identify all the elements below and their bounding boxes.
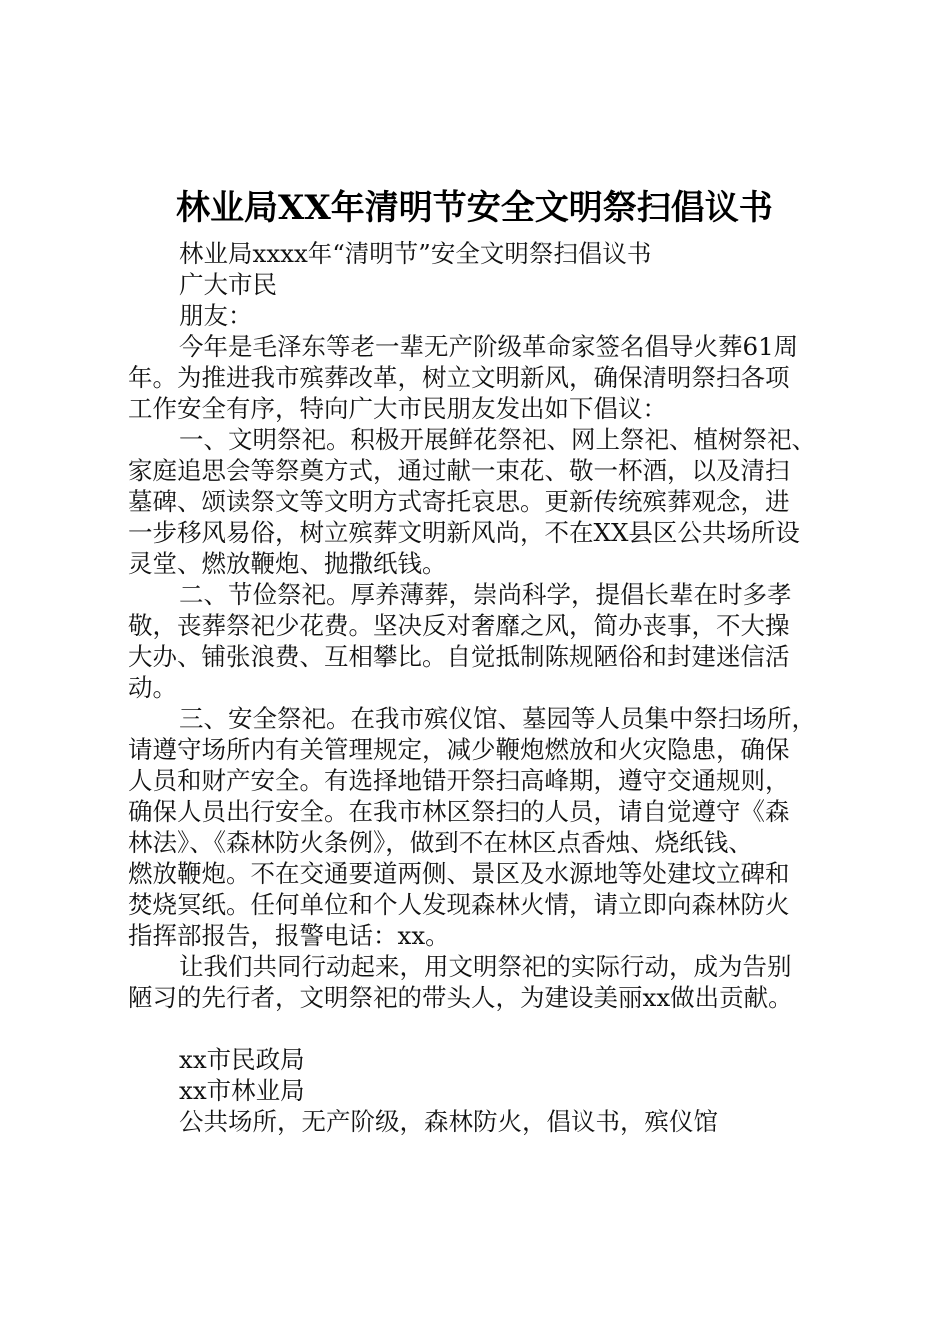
document-title: 林业局XX年清明节安全文明祭扫倡议书 bbox=[176, 188, 773, 228]
keywords-line: 公共场所，无产阶级，森林防火，倡议书，殡仪馆 bbox=[179, 1107, 718, 1136]
paragraph-line: 一、文明祭祀。积极开展鲜花祭祀、网上祭祀、植树祭祀、 bbox=[179, 425, 816, 454]
paragraph-line: 陋习的先行者，文明祭祀的带头人，为建设美丽xx做出贡献。 bbox=[128, 983, 793, 1012]
paragraph-line: 家庭追思会等祭奠方式，通过献一束花、敬一杯酒，以及清扫 bbox=[128, 456, 790, 485]
paragraph-line: 敬，丧葬祭祀少花费。坚决反对奢靡之风，简办丧事，不大操 bbox=[128, 611, 790, 640]
paragraph-line: 动。 bbox=[128, 673, 177, 702]
paragraph-line: 燃放鞭炮。不在交通要道两侧、景区及水源地等处建坟立碑和 bbox=[128, 859, 790, 888]
paragraph-civilized-worship bbox=[128, 424, 840, 579]
paragraph-line: 林法》、《森林防火条例》，做到不在林区点香烛、烧纸钱、 bbox=[128, 828, 753, 857]
paragraph-closing bbox=[128, 951, 840, 1013]
blank-spacer bbox=[128, 1013, 840, 1044]
paragraph-safe-worship bbox=[128, 703, 840, 951]
paragraph-line: 今年是毛泽东等老一辈无产阶级革命家签名倡导火葬61周 bbox=[179, 332, 799, 361]
paragraph-frugal-worship bbox=[128, 579, 840, 703]
paragraph-line: 灵堂、燃放鞭炮、抛撒纸钱。 bbox=[128, 549, 447, 578]
signature-forestry: xx市林业局 bbox=[179, 1076, 305, 1105]
paragraph-line: 三、安全祭祀。在我市殡仪馆、墓园等人员集中祭扫场所， bbox=[179, 704, 816, 733]
paragraph-line: 人员和财产安全。有选择地错开祭扫高峰期，遵守交通规则， bbox=[128, 766, 790, 795]
paragraph-line: 工作安全有序，特向广大市民朋友发出如下倡议： bbox=[128, 394, 667, 423]
paragraph-line: 墓碑、颂读祭文等文明方式寄托哀思。更新传统殡葬观念，进 bbox=[128, 487, 790, 516]
paragraph-line: 指挥部报告，报警电话：xx。 bbox=[128, 921, 450, 950]
paragraph-line: 让我们共同行动起来，用文明祭祀的实际行动，成为告别 bbox=[179, 952, 792, 981]
salutation-line-2: 朋友： bbox=[179, 301, 253, 330]
paragraph-line: 大办、铺张浪费、互相攀比。自觉抵制陈规陋俗和封建迷信活 bbox=[128, 642, 790, 671]
salutation-line-1: 广大市民 bbox=[179, 270, 277, 299]
document-body bbox=[128, 238, 840, 1137]
paragraph-line: 焚烧冥纸。任何单位和个人发现森林火情，请立即向森林防火 bbox=[128, 890, 790, 919]
paragraph-line: 一步移风易俗，树立殡葬文明新风尚，不在XX县区公共场所设 bbox=[128, 518, 800, 547]
paragraph-intro bbox=[128, 331, 840, 424]
paragraph-line: 请遵守场所内有关管理规定，减少鞭炮燃放和火灾隐患，确保 bbox=[128, 735, 790, 764]
paragraph-line: 确保人员出行安全。在我市林区祭扫的人员，请自觉遵守《森 bbox=[128, 797, 790, 826]
paragraph-line: 年。为推进我市殡葬改革，树立文明新风，确保清明祭扫各项 bbox=[128, 363, 790, 392]
paragraph-line: 二、节俭祭祀。厚养薄葬，崇尚科学，提倡长辈在时多孝 bbox=[179, 580, 792, 609]
document-subtitle: 林业局xxxx年“清明节”安全文明祭扫倡议书 bbox=[179, 239, 652, 268]
signature-civil-affairs: xx市民政局 bbox=[179, 1045, 305, 1074]
